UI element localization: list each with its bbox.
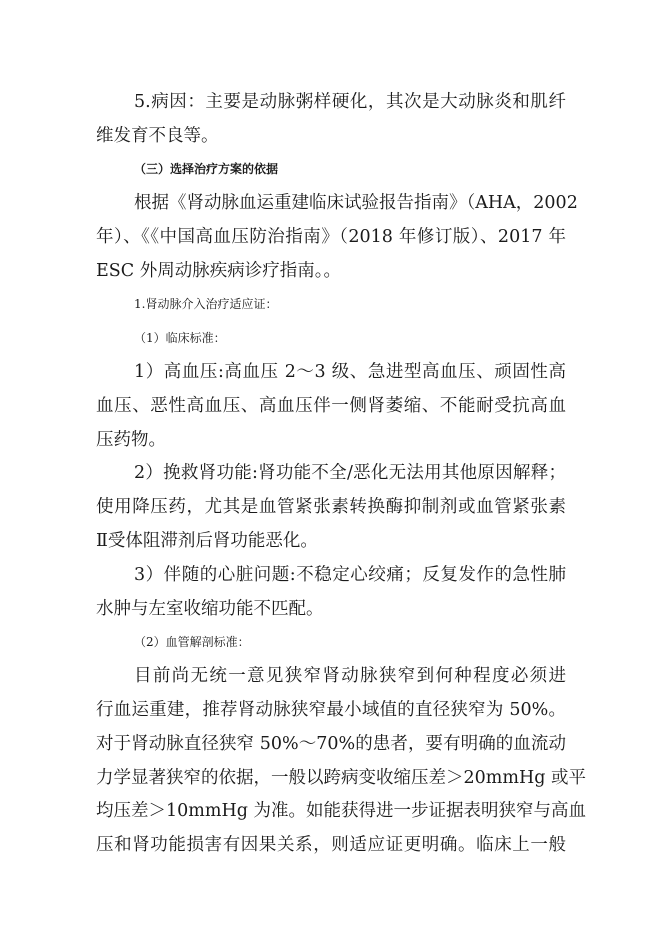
paragraph-cause-line-1: 5.病因：主要是动脉粥样硬化，其次是大动脉炎和肌纤 — [134, 92, 566, 112]
subheading-indications: 1.肾动脉介入治疗适应证： — [134, 297, 278, 311]
paragraph-basis-line-2: 年）、《《中国高血压防治指南》（2018 年修订版）、2017 年 — [96, 227, 566, 247]
paragraph-renal-function-line-2: 使用降压药，尤其是血管紧张素转换酶抑制剂或血管紧张素 — [96, 497, 566, 517]
paragraph-vascular-line-6: 压和肾功能损害有因果关系，则适应证更明确。临床上一般 — [96, 835, 566, 855]
paragraph-hypertension-line-1: 1）高血压:高血压 2～3 级、急进型高血压、顽固性高 — [134, 362, 566, 382]
paragraph-vascular-line-4: 力学显著狭窄的依据，一般以跨病变收缩压差＞20mmHg 或平 — [96, 768, 586, 788]
section-heading: （三）选择治疗方案的依据 — [134, 162, 279, 176]
paragraph-cardiac-line-2: 水肿与左室收缩功能不匹配。 — [96, 599, 324, 619]
paragraph-vascular-line-2: 行血运重建，推荐肾动脉狭窄最小域值的直径狭窄为 50%。 — [96, 700, 566, 720]
paragraph-hypertension-line-3: 压药物。 — [96, 430, 166, 450]
paragraph-vascular-line-5: 均压差＞10mmHg 为准。如能获得进一步证据表明狭窄与高血 — [96, 801, 586, 821]
paragraph-renal-function-line-1: 2）挽救肾功能:肾功能不全/恶化无法用其他原因解释； — [134, 463, 566, 483]
subheading-clinical-criteria: （1）临床标准： — [134, 331, 226, 345]
paragraph-basis-line-1: 根据《肾动脉血运重建临床试验报告指南》（AHA，2002 — [134, 193, 578, 213]
paragraph-basis-line-3: ESC 外周动脉疾病诊疗指南。。 — [96, 261, 341, 281]
paragraph-cause-line-2: 维发育不良等。 — [96, 126, 219, 146]
paragraph-hypertension-line-2: 血压、恶性高血压、高血压伴一侧肾萎缩、不能耐受抗高血 — [96, 396, 566, 416]
paragraph-vascular-line-1: 目前尚无统一意见狭窄肾动脉狭窄到何种程度必须进 — [134, 666, 566, 686]
paragraph-vascular-line-3: 对于肾动脉直径狭窄 50%～70%的患者，要有明确的血流动 — [96, 734, 566, 754]
paragraph-cardiac-line-1: 3）伴随的心脏问题:不稳定心绞痛；反复发作的急性肺 — [134, 565, 566, 585]
paragraph-renal-function-line-3: Ⅱ受体阻滞剂后肾功能恶化。 — [96, 531, 318, 551]
subheading-vascular-criteria: （2）血管解剖标准： — [134, 635, 250, 649]
